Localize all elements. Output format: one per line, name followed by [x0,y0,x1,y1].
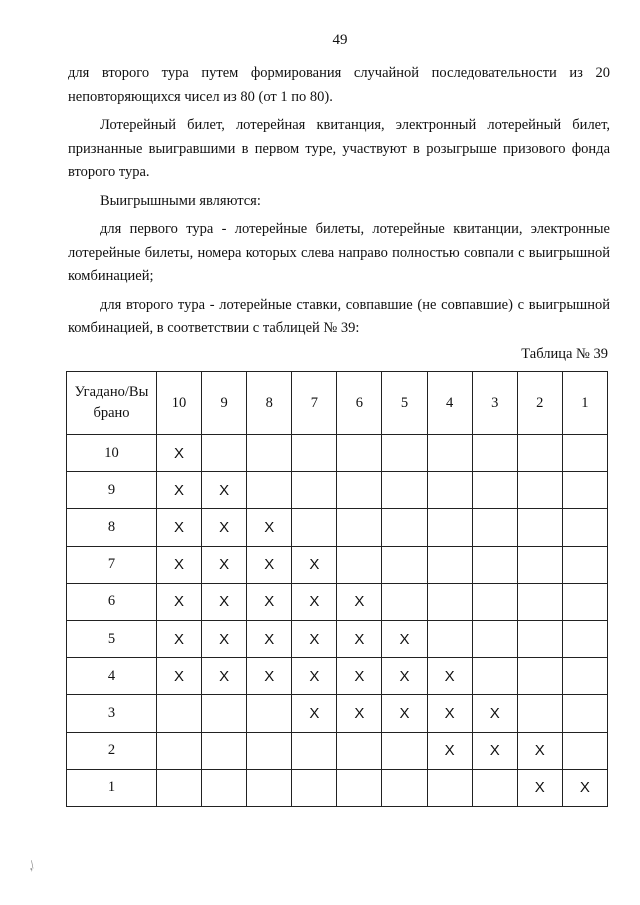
table-cell: X [427,695,472,732]
table-cell [562,583,607,620]
table-cell [337,769,382,806]
table-cell [517,435,562,472]
table-cell [517,695,562,732]
table-cell [157,695,202,732]
column-header: 7 [292,372,337,435]
table-cell [247,472,292,509]
table-cell [382,769,427,806]
table-cell [292,769,337,806]
table-cell [517,620,562,657]
table-cell [562,620,607,657]
table-cell [517,583,562,620]
table-cell [472,472,517,509]
table-cell: X [292,658,337,695]
table-cell: X [382,658,427,695]
table-cell [562,658,607,695]
table-cell [472,435,517,472]
table-cell [517,658,562,695]
table-header-row [67,372,608,435]
table-row [67,583,608,620]
paragraph: Выигрышными являются: [100,192,261,209]
row-label: 4 [67,658,157,695]
table-cell: X [382,620,427,657]
table-cell: X [382,695,427,732]
table-cell: X [202,583,247,620]
row-label: 3 [67,695,157,732]
table-cell: X [202,620,247,657]
table-cell: X [247,620,292,657]
table-cell [337,732,382,769]
table-cell [382,546,427,583]
table-cell [562,695,607,732]
page-number: 49 [332,32,348,48]
table-cell: X [517,732,562,769]
table-row [67,732,608,769]
table-cell: X [427,658,472,695]
table-cell [472,658,517,695]
table-cell: X [157,620,202,657]
paragraph: Лотерейный билет, лотерейная квитанция, электронный лотерейный билет, признанные выигравшими в первом туре, участвуют в розыгрыше призового фонда второго тура. [68,117,610,180]
column-header: 10 [157,372,202,435]
table-row [67,509,608,546]
table-cell [427,583,472,620]
table-cell [292,732,337,769]
table-cell: X [202,658,247,695]
table-cell [202,695,247,732]
table-cell [517,546,562,583]
table-row [67,695,608,732]
row-label: 1 [67,769,157,806]
table-cell: X [202,546,247,583]
row-label: 6 [67,583,157,620]
table-cell [427,769,472,806]
column-header: 8 [247,372,292,435]
table-cell: X [472,695,517,732]
row-label: 5 [67,620,157,657]
table-row [67,435,608,472]
table-cell: X [562,769,607,806]
table-body [67,435,608,807]
table-cell [337,472,382,509]
table-caption: Таблица № 39 [521,346,608,362]
table-cell [472,546,517,583]
table-cell [202,732,247,769]
row-label: 8 [67,509,157,546]
paragraph: для второго тура - лотерейные ставки, совпавшие (не совпавшие) с выигрышной комбинацией, в соответствии с таблицей № 39: [68,296,610,336]
table-cell: X [337,620,382,657]
table-cell: X [337,695,382,732]
table-cell: X [472,732,517,769]
table-cell: X [337,583,382,620]
table-cell [472,620,517,657]
table-cell [382,509,427,546]
table-cell: X [292,546,337,583]
table-cell [337,546,382,583]
table-cell [337,509,382,546]
table-cell: X [202,472,247,509]
table-cell [472,583,517,620]
table-cell [382,583,427,620]
table-cell: X [427,732,472,769]
table-cell [427,472,472,509]
column-header: 4 [427,372,472,435]
table-cell [427,509,472,546]
table-cell [337,435,382,472]
table-cell: X [157,472,202,509]
table-cell [247,769,292,806]
table-cell: X [157,546,202,583]
column-header: 9 [202,372,247,435]
table-cell [472,509,517,546]
table-cell: X [157,509,202,546]
row-label: 9 [67,472,157,509]
margin-mark: ,/ [24,857,38,873]
table-row [67,546,608,583]
table-cell [382,732,427,769]
table-row [67,620,608,657]
table-cell [292,509,337,546]
row-label: 10 [67,435,157,472]
table-cell: X [292,583,337,620]
column-header: 6 [337,372,382,435]
table-cell [202,435,247,472]
table-cell [382,472,427,509]
table-cell [427,546,472,583]
table-cell [562,732,607,769]
table-cell: X [247,546,292,583]
table-cell: X [247,658,292,695]
table-cell [157,769,202,806]
body-text [68,62,610,346]
table-cell: X [337,658,382,695]
table-cell [517,472,562,509]
table-cell: X [247,583,292,620]
table-cell [157,732,202,769]
table-cell [562,546,607,583]
table-cell: X [517,769,562,806]
table-cell [202,769,247,806]
table-cell [382,435,427,472]
table-cell [292,472,337,509]
column-header: 1 [562,372,607,435]
column-header: 3 [472,372,517,435]
column-header: 2 [517,372,562,435]
table-row [67,769,608,806]
table-cell [247,732,292,769]
table-cell: X [292,695,337,732]
table-cell [292,435,337,472]
paragraph: для первого тура - лотерейные билеты, лотерейные квитанции, электронные лотерейные билеты, номера которых слева направо полностью совпали с выигрышной комбинацией; [68,221,610,284]
winning-combinations-table [66,371,608,807]
table-cell: X [157,583,202,620]
column-header: 5 [382,372,427,435]
table-cell [562,509,607,546]
table-cell: X [157,658,202,695]
table-cell: X [292,620,337,657]
table-cell: X [157,435,202,472]
corner-header: Угадано/Вы брано [67,372,157,435]
table-cell: X [247,509,292,546]
table-cell [247,435,292,472]
table-row [67,658,608,695]
table-cell [247,695,292,732]
table-cell [427,435,472,472]
table-cell: X [202,509,247,546]
table-cell [427,620,472,657]
table-row [67,472,608,509]
table-cell [562,472,607,509]
table-cell [562,435,607,472]
table-cell [472,769,517,806]
table-cell [517,509,562,546]
row-label: 7 [67,546,157,583]
row-label: 2 [67,732,157,769]
paragraph: для второго тура путем формирования случайной последовательности из 20 неповторяющихся чисел из 80 (от 1 по 80). [68,65,610,105]
